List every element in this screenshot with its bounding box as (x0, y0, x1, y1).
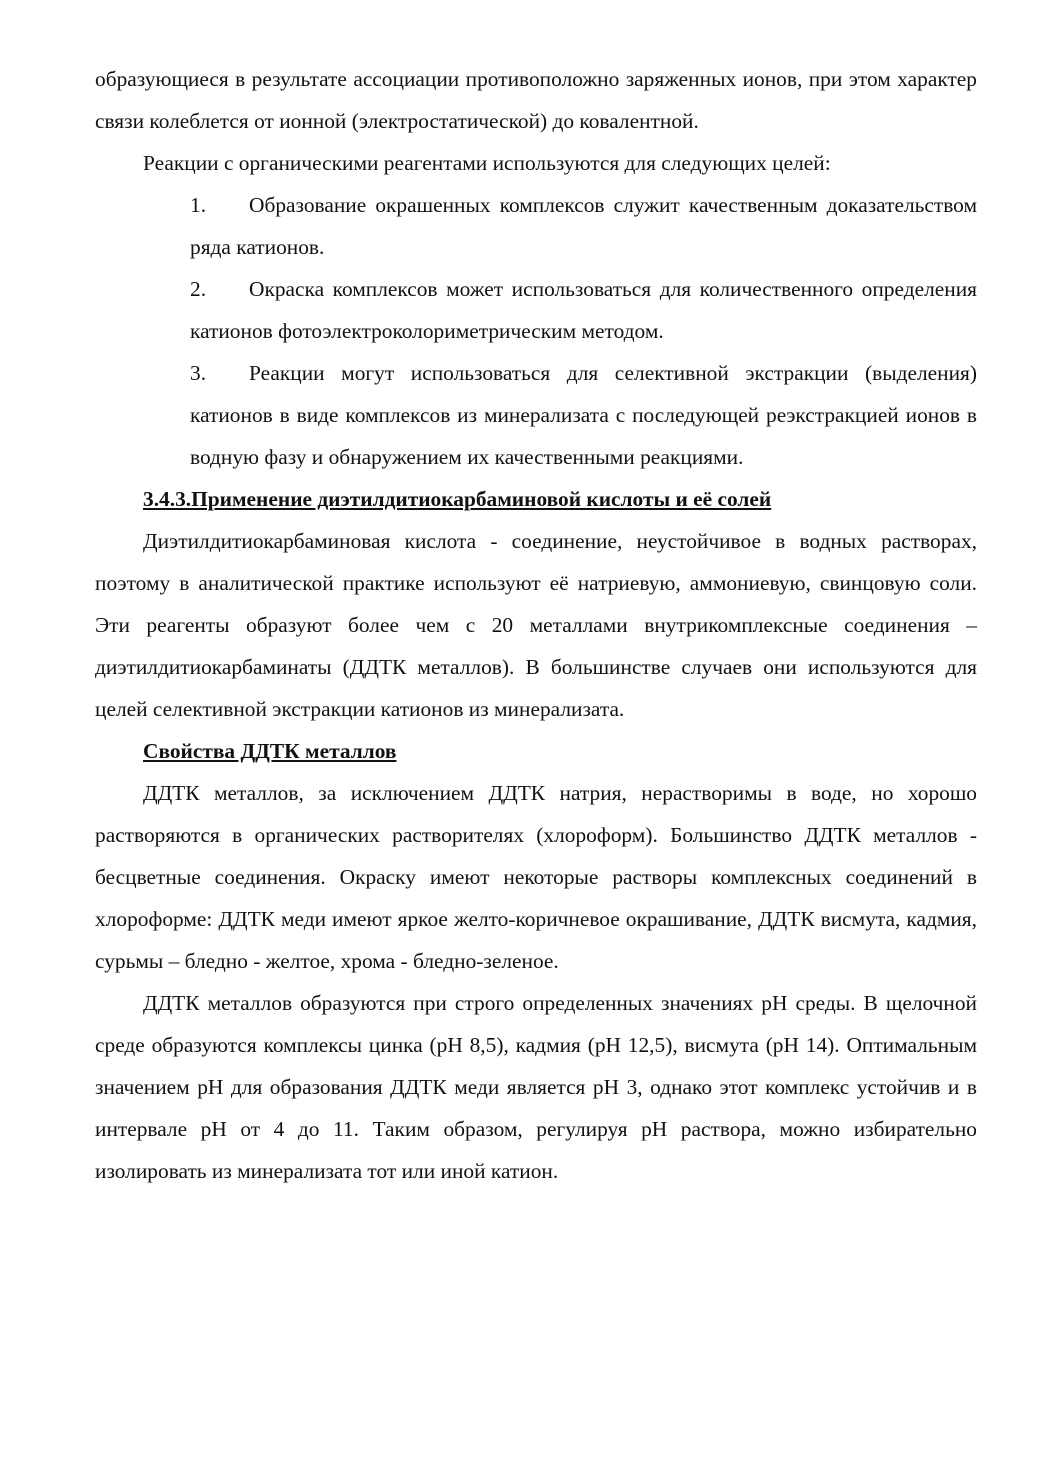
list-item (190, 352, 977, 478)
list-item-number: 1. (190, 193, 207, 217)
list-item-number: 3. (190, 361, 207, 385)
list-item-text: Образование окрашенных комплексов служит качественным доказательством ряда катионов. (190, 193, 977, 259)
paragraph-ddtc-acid: Диэтилдитиокарбаминовая кислота - соединение, неустойчивое в водных растворах, поэтому в аналитической практике используют её натриевую, аммониевую, свинцовую соли. Эти реагенты образуют более чем с 20 металлами внутрикомплексные соединения – диэтилдитиокарбаминаты (ДДТК металлов). В большинстве случаев они используются для целей селективной экстракции катионов из минерализата. (95, 529, 977, 721)
paragraph-ion-association: образующиеся в результате ассоциации противоположно заряженных ионов, при этом характер связи колеблется от ионной (электростатической) до ковалентной. (95, 67, 977, 133)
purposes-list (95, 184, 977, 478)
paragraph-ddtc-ph: ДДТК металлов образуются при строго определенных значениях pH среды. В щелочной среде образуются комплексы цинка (pH 8,5), кадмия (pH 12,5), висмута (pH 14). Оптимальным значением pH для образования ДДТК меди является pH 3, однако этот комплекс устойчив и в интервале pH от 4 до 11. Таким образом, регулируя pH раствора, можно избирательно изолировать из минерализата тот или иной катион. (95, 991, 977, 1183)
list-item-text: Окраска комплексов может использоваться для количественного определения катионов фотоэлектроколориметрическим методом. (190, 277, 977, 343)
list-item (190, 268, 977, 352)
list-item (190, 184, 977, 268)
paragraph-ddtc-properties: ДДТК металлов, за исключением ДДТК натрия, нерастворимы в воде, но хорошо растворяются в органических растворителях (хлороформ). Большинство ДДТК металлов - бесцветные соединения. Окраску имеют некоторые растворы комплексных соединений в хлороформе: ДДТК меди имеют яркое желто-коричневое окрашивание, ДДТК висмута, кадмия, сурьмы – бледно - желтое, хрома - бледно-зеленое. (95, 781, 977, 973)
paragraph-reaction-purposes: Реакции с органическими реагентами используются для следующих целей: (143, 151, 831, 175)
document-page (95, 58, 977, 1192)
list-item-number: 2. (190, 277, 207, 301)
list-item-text: Реакции могут использоваться для селективной экстракции (выделения) катионов в виде комплексов из минерализата с последующей реэкстракцией ионов в водную фазу и обнаружением их качественными реакциями. (190, 361, 977, 469)
subsection-heading: Свойства ДДТК металлов (143, 739, 397, 763)
section-heading: 3.4.3.Применение диэтилдитиокарбаминовой кислоты и её солей (143, 487, 772, 511)
